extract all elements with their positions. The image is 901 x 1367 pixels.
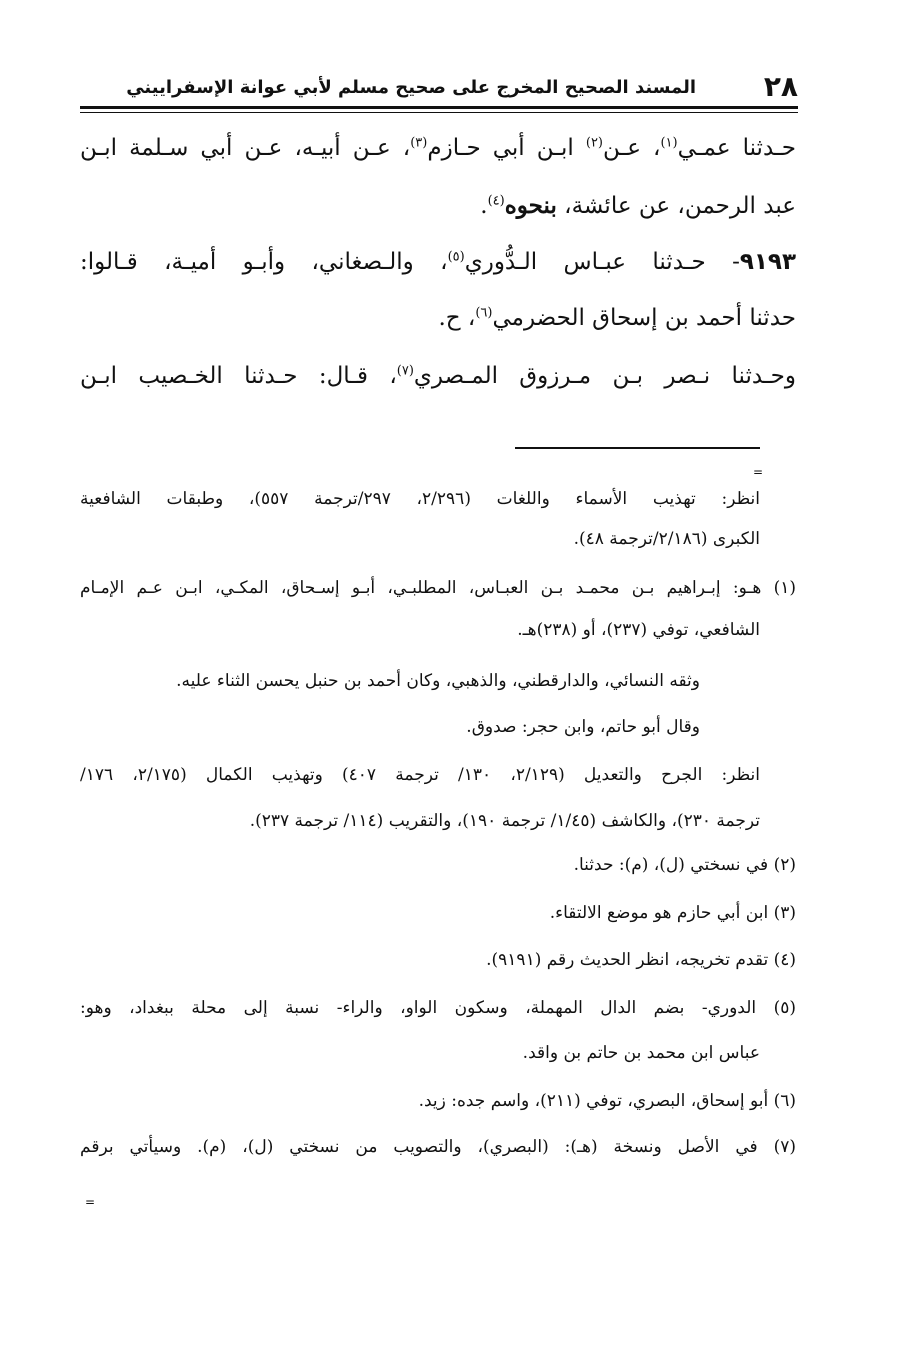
- footnote-continuation-line-2: الكبرى (٢/١٨٦/ترجمة ٤٨).: [573, 529, 760, 549]
- continuation-mark-end: =: [84, 1195, 95, 1209]
- hadith-number: ٩١٩٣: [739, 249, 797, 275]
- bold-word: بنحوه: [504, 192, 557, 219]
- body-line-1: حـدثنا عمـي$^{(١)}$، عـن$^{(٢)}$ ابـن أبي حـازم$^{(٣)}$، عـن أبيـه، عـن أبي سـلمة ابـن: [80, 135, 796, 161]
- continuation-mark: =: [752, 465, 763, 479]
- footnote-1-line-1: (١) هـو: إبـراهيم بـن محمـد بـن العبـاس، المطلبـي، أبـو إسـحاق، المكـي، ابـن عـم الإمـام: [80, 578, 796, 598]
- footnote-1-line-3: وثقه النسائي، والدارقطني، والذهبي، وكان أحمد بن حنبل يحسن الثناء عليه.: [176, 671, 700, 691]
- page-number: ٢٨: [763, 70, 798, 103]
- footnote-2: (٢) في نسختي (ل)، (م): حدثنا.: [573, 855, 796, 875]
- body-line-5: وحـدثنا نـصر بـن مـرزوق المـصري$^{(٧)}$، قـال: حـدثنا الخـصيب ابـن: [80, 363, 796, 389]
- footnote-1-line-4: وقال أبو حاتم، وابن حجر: صدوق.: [466, 717, 700, 737]
- body-line-3: ٩١٩٣- حـدثنا عبـاس الـدُّوري$^{(٥)}$، والـصغاني، وأبـو أميـة، قـالوا:: [80, 249, 797, 275]
- footnote-ref-6[interactable]: (٦): [475, 305, 493, 321]
- footnote-6: (٦) أبو إسحاق، البصري، توفي (٢١١)، واسم جده: زيد.: [418, 1091, 796, 1111]
- footnote-5-line-2: عباس ابن محمد بن حاتم بن واقد.: [522, 1043, 760, 1063]
- footnote-1-line-2: الشافعي، توفي (٢٣٧)، أو (٢٣٨)هـ.: [517, 620, 760, 640]
- header-rule-thin: [80, 112, 798, 113]
- header-rule-thick: [80, 106, 798, 109]
- footnote-ref-7[interactable]: (٧): [396, 363, 414, 379]
- footnote-3: (٣) ابن أبي حازم هو موضع الالتقاء.: [549, 903, 796, 923]
- footnote-ref-3[interactable]: (٣): [410, 135, 428, 151]
- page-header: [80, 70, 798, 104]
- footnote-1-line-5: انظر: الجرح والتعديل (٢/١٢٩، ١٣٠/ ترجمة ٤٠٧) وتهذيب الكمال (٢/١٧٥، ١٧٦/: [80, 765, 760, 785]
- footnote-5-line-1: (٥) الدوري- بضم الدال المهملة، وسكون الواو، والراء- نسبة إلى محلة ببغداد، وهو:: [80, 998, 796, 1018]
- footnote-1-line-6: ترجمة ٢٣٠)، والكاشف (١/٤٥/ ترجمة ١٩٠)، والتقريب (١١٤/ ترجمة ٢٣٧).: [249, 811, 760, 831]
- footnote-continuation-line-1: انظر: تهذيب الأسماء واللغات (٢/٢٩٦، ٢٩٧/ترجمة ٥٥٧)، وطبقات الشافعية: [80, 489, 760, 509]
- footnote-ref-4[interactable]: (٤): [487, 193, 505, 209]
- footnote-ref-2[interactable]: (٢): [585, 135, 603, 151]
- footnote-4: (٤) تقدم تخريجه، انظر الحديث رقم (٩١٩١).: [486, 950, 796, 970]
- body-line-2: عبد الرحمن، عن عائشة، بنحوه$^{(٤)}$.: [480, 192, 796, 219]
- footnote-separator: [515, 447, 760, 449]
- body-line-4: حدثنا أحمد بن إسحاق الحضرمي$^{(٦)}$، ح.: [438, 305, 796, 331]
- footnote-7: (٧) في الأصل ونسخة (هـ): (البصري)، والتصويب من نسختي (ل)، (م). وسيأتي برقم: [80, 1137, 796, 1157]
- running-title: المسند الصحيح المخرج على صحيح مسلم لأبي عوانة الإسفراييني: [126, 77, 696, 98]
- footnote-ref-1[interactable]: (١): [660, 135, 678, 151]
- footnote-ref-5[interactable]: (٥): [447, 249, 465, 265]
